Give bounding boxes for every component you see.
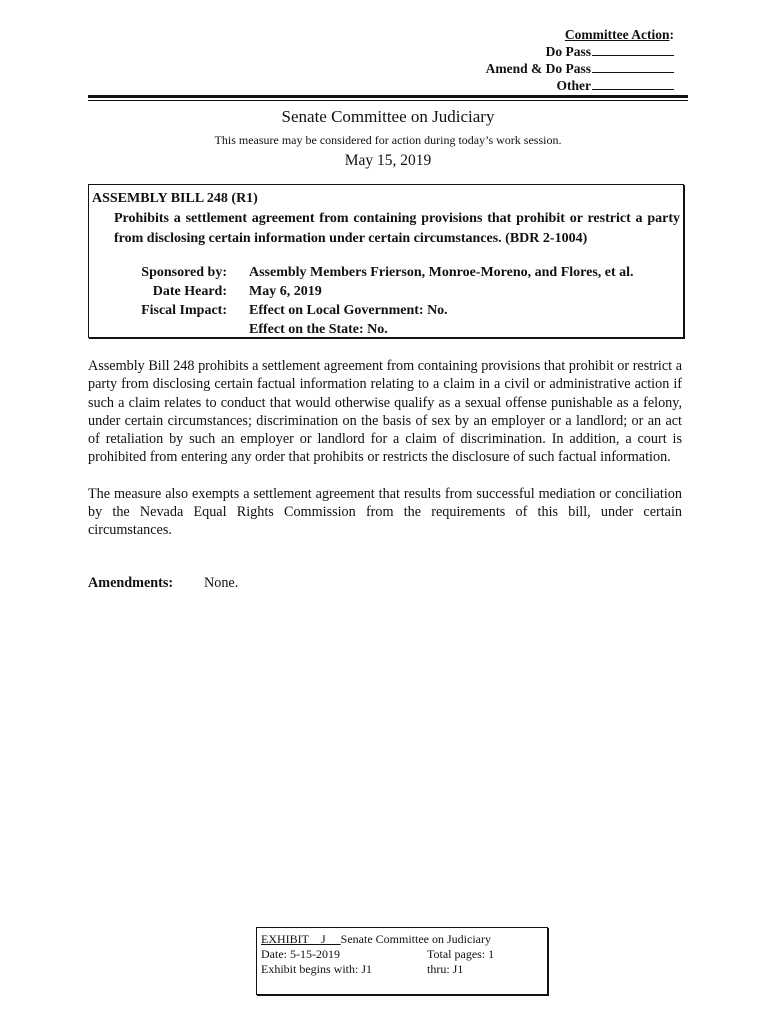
exhibit-total-pages: Total pages: 1 (427, 947, 495, 961)
exhibit-row-3 (261, 962, 547, 977)
exhibit-letter: J (321, 932, 326, 946)
fiscal-impact-row (89, 301, 683, 320)
committee-action-option (486, 60, 674, 77)
body-paragraph-1: Assembly Bill 248 prohibits a settlement agreement from containing provisions that prohibit or restrict a party from disclosing certain factual information relating to a claim in a civil or administrative action if such a claim relates to conduct that would otherwise qualify as a sexual offense punishable as a felony, under certain circumstances; discrimination on the basis of sex by an employer or a landlord; or an act of retaliation by such an employer or landlord for a claim of discrimination. In addition, a court is prohibited from entering any order that prohibits or restricts the disclosure of such factual information. (88, 358, 682, 466)
exhibit-date: Date: 5-15-2019 (261, 947, 340, 961)
committee-action-colon: : (669, 27, 674, 42)
amendments-value: None. (204, 575, 239, 591)
meeting-date: May 15, 2019 (344, 152, 432, 169)
option-amend-do-pass-blank (592, 60, 674, 73)
committee-action-title: Committee Action (564, 27, 670, 42)
sponsored-by-label: Sponsored by: (141, 265, 227, 280)
header-block (88, 106, 688, 171)
committee-action-block (486, 26, 674, 94)
date-heard-row (89, 282, 683, 301)
fiscal-impact-label: Fiscal Impact: (141, 303, 227, 318)
date-heard-value: May 6, 2019 (249, 284, 322, 299)
option-amend-do-pass-label: Amend & Do Pass (485, 61, 591, 76)
bill-description: Prohibits a settlement agreement from containing provisions that prohibit or restrict a party from disclosing certain information under certain circumstances. (BDR 2-1004) (114, 211, 680, 246)
fiscal-state-row (89, 320, 683, 339)
committee-action-option (486, 77, 674, 94)
consider-note: This measure may be considered for action during today’s work session. (214, 133, 562, 147)
option-do-pass-blank (592, 43, 674, 56)
sponsored-by-row (89, 263, 683, 282)
header-rule-thin (88, 100, 688, 101)
exhibit-thru: thru: J1 (427, 962, 464, 976)
body-paragraph-2: The measure also exempts a settlement agreement that results from successful mediation or conciliation by the Nevada Equal Rights Commission from the requirements of this bill, under certain circumstances. (88, 485, 682, 539)
exhibit-row-2 (261, 947, 547, 962)
sponsored-by-value: Assembly Members Frierson, Monroe-Moreno, and Flores, et al. (249, 265, 634, 280)
bill-body-text (88, 357, 682, 558)
bill-summary-box (88, 184, 684, 338)
exhibit-letter-blank (309, 932, 341, 947)
exhibit-label: EXHIBIT (261, 932, 309, 946)
exhibit-row-1 (261, 932, 547, 947)
bill-metadata (89, 263, 683, 339)
exhibit-begins-with: Exhibit begins with: J1 (261, 962, 372, 976)
amendments-row (88, 574, 238, 592)
fiscal-state-spacer (89, 320, 249, 339)
option-do-pass-label: Do Pass (545, 44, 591, 59)
committee-action-heading (486, 26, 674, 43)
amendments-label: Amendments: (88, 575, 174, 591)
bill-number: ASSEMBLY BILL 248 (R1) (92, 191, 258, 206)
date-heard-label: Date Heard: (152, 284, 227, 299)
exhibit-committee: Senate Committee on Judiciary (340, 932, 491, 946)
option-other-blank (592, 77, 674, 90)
option-other-label: Other (556, 78, 591, 93)
fiscal-local-value: Effect on Local Government: No. (249, 303, 448, 318)
header-rule-thick (88, 95, 688, 98)
fiscal-state-value: Effect on the State: No. (249, 322, 388, 337)
exhibit-stamp (256, 927, 548, 995)
committee-name: Senate Committee on Judiciary (281, 107, 495, 126)
committee-action-option (486, 43, 674, 60)
